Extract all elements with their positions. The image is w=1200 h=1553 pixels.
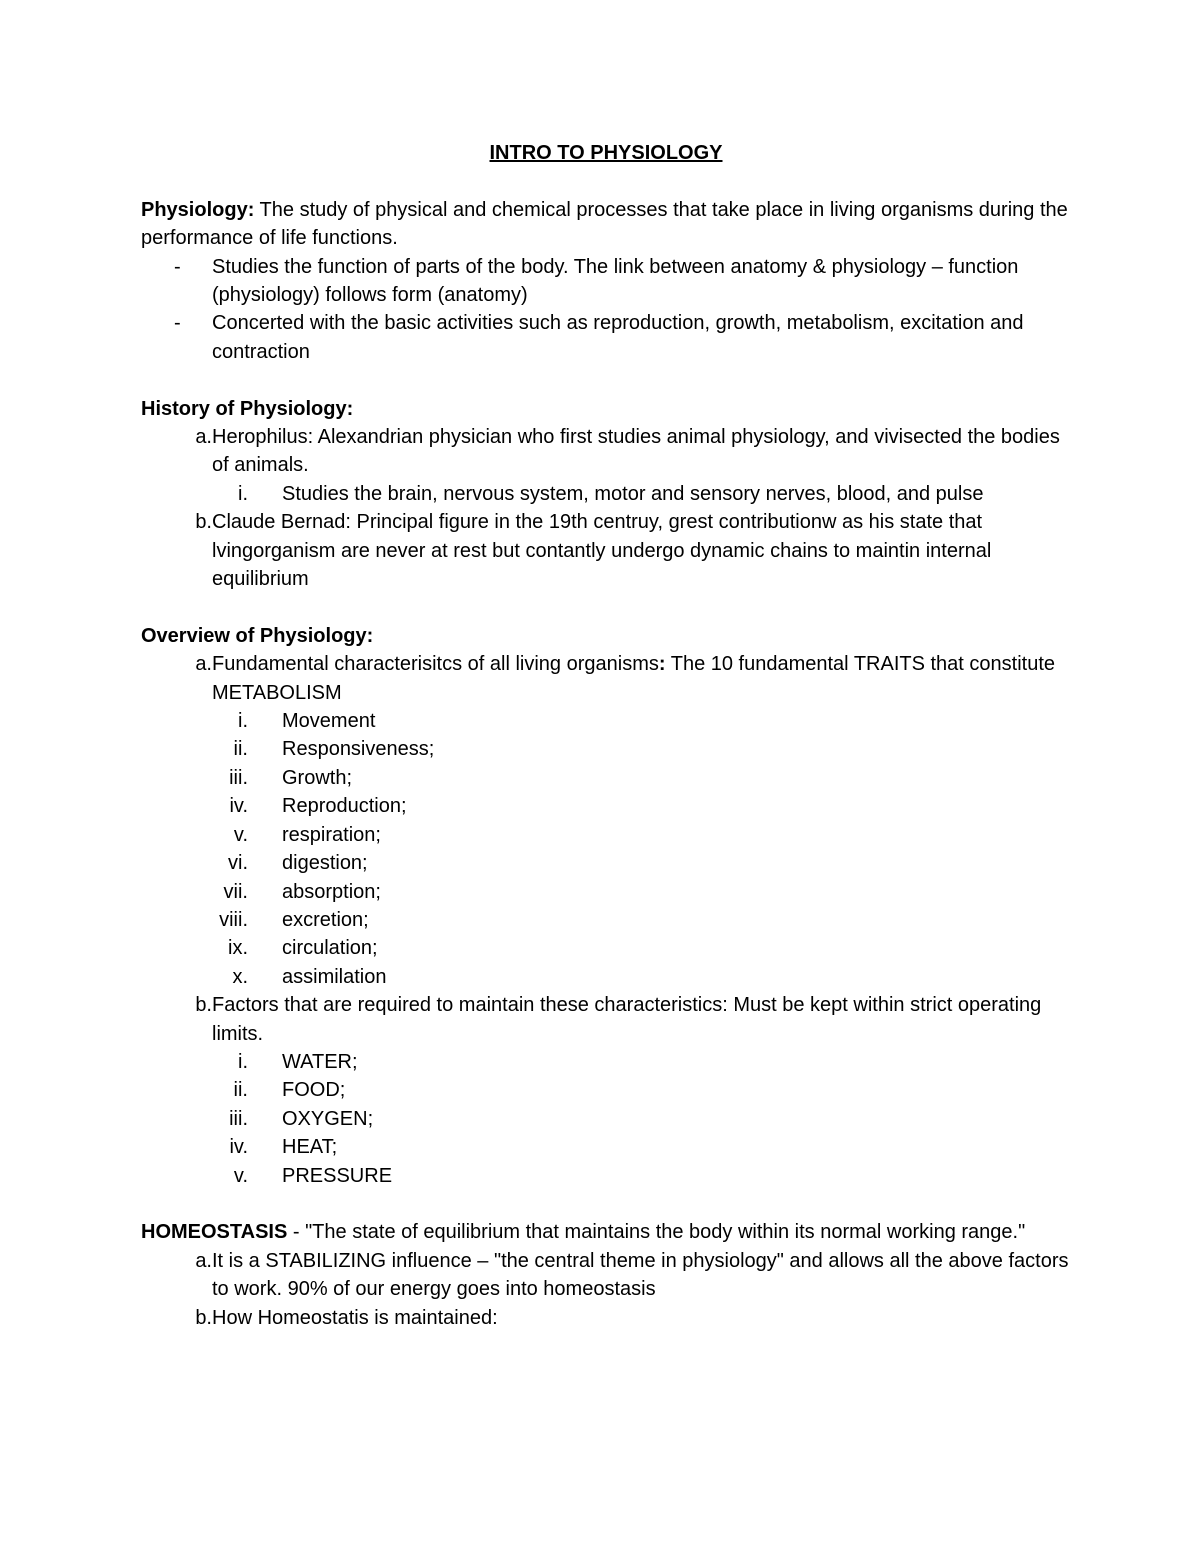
sub-list-item-text: HEAT; [282,1136,338,1159]
sub-list-item-text: respiration; [282,823,381,846]
sub-list-item [141,906,1071,934]
list-marker: b. [195,994,212,1017]
sub-list-item-text: digestion; [282,852,368,875]
sub-list-marker: vi. [228,852,248,875]
list-item [141,309,1071,366]
sub-list-item [141,1048,1071,1076]
sub-list-item [141,735,1071,763]
list-item [141,1247,1071,1304]
sub-list-marker: v. [233,823,248,846]
list-marker: a. [195,653,212,676]
factors-list [141,1048,1071,1190]
list-item [141,1304,1071,1332]
list-item-text: Studies the function of parts of the body. The link between anatomy & physiology – function (physiology) follows form (anatomy) [212,255,1019,306]
sub-list-item [141,1162,1071,1190]
sub-list-item [141,1076,1071,1104]
document-content [141,139,1071,1332]
sub-list-item-text: assimilation [282,965,387,988]
sub-list-marker: x. [232,965,248,988]
sub-list-item-text: Reproduction; [282,795,407,818]
sub-list-item [141,878,1071,906]
spacer [141,1190,1071,1218]
sub-list-marker: i. [238,710,248,733]
list-item-text: It is a STABILIZING influence – "the central theme in physiology" and allows all the above factors to work. 90% of our energy goes into homeostasis [212,1249,1069,1301]
sub-list-item-text: Studies the brain, nervous system, motor and sensory nerves, blood, and pulse [282,482,984,505]
traits-list [141,707,1071,991]
sub-list-item-text: Movement [282,710,376,733]
sub-list-item [141,821,1071,849]
bullet-marker: - [174,312,181,335]
sub-list-marker: i. [238,482,248,505]
physiology-definition-text: The study of physical and chemical processes that take place in living organisms during the performance of life functions. [141,198,1068,250]
sub-list-item [141,963,1071,991]
list-marker: a. [195,426,212,449]
sub-list-marker: ii. [233,1079,248,1102]
sub-list-marker: iv. [229,1136,248,1159]
homeostasis-term: HOMEOSTASIS [141,1221,288,1244]
page-title: INTRO TO PHYSIOLOGY [489,142,723,164]
spacer [141,167,1071,195]
list-item [141,508,1071,593]
sub-list-marker: i. [238,1050,248,1073]
sub-list-marker: ii. [233,738,248,761]
sub-list-marker: viii. [219,908,248,931]
sub-list-marker: vii. [223,880,248,903]
list-item [141,423,1071,480]
list-item-text: Fundamental characterisitcs of all living organisms: The 10 fundamental TRAITS that constitute METABOLISM [212,653,1056,704]
list-item [141,991,1071,1048]
list-item [141,650,1071,707]
sub-list-item-text: OXYGEN; [282,1107,374,1130]
sub-list-marker: v. [233,1164,248,1187]
list-item-text: How Homeostatis is maintained: [212,1306,498,1329]
sub-list-item-text: WATER; [282,1050,358,1073]
sub-list-marker: iv. [229,795,248,818]
spacer [141,366,1071,394]
sub-list-item-text: absorption; [282,880,381,903]
sub-list-item [141,1105,1071,1133]
sub-list-item-text: excretion; [282,908,369,931]
physiology-definition [141,196,1071,253]
sub-list-item [141,480,1071,508]
list-item-text: Claude Bernad: Principal figure in the 19th centruy, grest contributionw as his state that lvingorganism are never at rest but contantly undergo dynamic chains to maintin internal equilibrium [212,511,992,591]
list-item [141,253,1071,310]
sub-list-item [141,707,1071,735]
physiology-term: Physiology: [141,198,255,221]
sub-list-item [141,792,1071,820]
sub-list-item [141,764,1071,792]
sub-list-item-text: circulation; [282,937,378,960]
list-marker: b. [195,1306,212,1329]
list-marker: b. [195,511,212,534]
list-item-text: Factors that are required to maintain these characteristics: Must be kept within strict operating limits. [212,994,1042,1045]
sub-list-marker: iii. [229,766,248,789]
list-marker: a. [195,1249,212,1272]
list-item-text: Herophilus: Alexandrian physician who first studies animal physiology, and vivisected the bodies of animals. [212,426,1060,477]
sub-list-marker: iii. [229,1107,248,1130]
sub-list-item [141,1133,1071,1161]
sub-list-item [141,934,1071,962]
sub-list-marker: ix. [228,937,248,960]
bullet-marker: - [174,255,181,278]
overview-heading: Overview of Physiology: [141,624,374,647]
sub-list-item-text: Responsiveness; [282,738,435,761]
sub-list-item-text: Growth; [282,766,353,789]
list-item-text: Concerted with the basic activities such as reproduction, growth, metabolism, excitation and contraction [212,312,1024,363]
sub-list-item-text: PRESSURE [282,1164,393,1187]
sub-list-item [141,849,1071,877]
sub-list-item-text: FOOD; [282,1079,346,1102]
homeostasis-definition: HOMEOSTASIS - "The state of equilibrium that maintains the body within its normal working range." [141,1221,1026,1244]
spacer [141,593,1071,621]
history-heading: History of Physiology: [141,397,354,420]
